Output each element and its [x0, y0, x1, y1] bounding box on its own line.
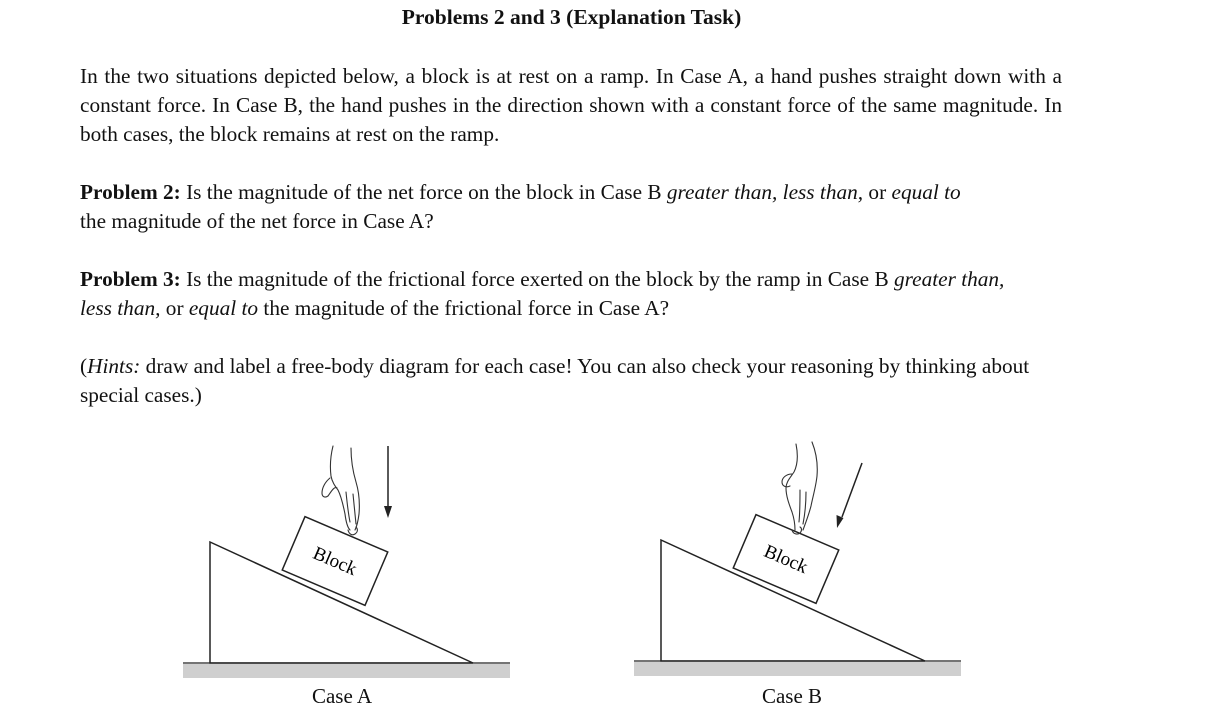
figure-case-a: [170, 430, 530, 724]
page-title: Problems 2 and 3 (Explanation Task): [401, 5, 742, 29]
case-a-caption: Case A: [311, 684, 373, 708]
case-b-hand-icon: [782, 442, 817, 534]
problem-2-option-2: equal to: [891, 180, 961, 204]
case-a-force-arrow: [384, 446, 392, 518]
problem-3-option-1: greater than, less than,: [80, 267, 1005, 320]
problem-2-text-after: the magnitude of the net force in Case A?: [80, 209, 434, 233]
problem-2-text-before: Is the magnitude of the net force on the block in Case B: [180, 180, 667, 204]
hints-label: Hints:: [87, 354, 141, 378]
problem-2-option-1: greater than, less than,: [666, 180, 864, 204]
intro-paragraph: In the two situations depicted below, a block is at rest on a ramp. In Case A, a hand pushes straight down with a constant force. In Case B, the hand pushes in the direction shown with a constant force of the same magnitude. In both cases, the block remains at rest on the ramp.: [80, 64, 1062, 146]
problem-2: [80, 178, 970, 236]
case-b-block: [733, 515, 839, 604]
case-b-block-label: Block: [760, 540, 811, 579]
case-a-diagram: [170, 430, 530, 724]
problem-2-text-or: or: [863, 180, 892, 204]
case-a-hand-icon: [322, 446, 359, 535]
case-b-force-arrow: [837, 463, 863, 528]
figure-case-b: [620, 430, 980, 724]
case-b-diagram: [620, 430, 980, 724]
case-a-block: [282, 517, 388, 606]
hints-text: draw and label a free-body diagram for each case! You can also check your reasoning by thinking about special cases.): [80, 354, 1030, 407]
problem-3-option-2: equal to: [188, 296, 259, 320]
problem-2-label: Problem 2:: [80, 180, 181, 204]
case-a-block-label: Block: [309, 542, 360, 581]
problem-3-text-after: the magnitude of the frictional force in Case A?: [258, 296, 670, 320]
case-b-ground: [634, 662, 961, 676]
problem-3-label: Problem 3:: [80, 267, 181, 291]
problem-3: [80, 265, 1030, 323]
hints-paragraph: [80, 352, 1062, 410]
hints-open-paren: (: [80, 354, 88, 378]
case-a-ground: [183, 664, 510, 678]
problem-3-text-or: or: [160, 296, 189, 320]
case-b-caption: Case B: [761, 684, 823, 708]
problem-3-text-before: Is the magnitude of the frictional force exerted on the block by the ramp in Case B: [180, 267, 894, 291]
